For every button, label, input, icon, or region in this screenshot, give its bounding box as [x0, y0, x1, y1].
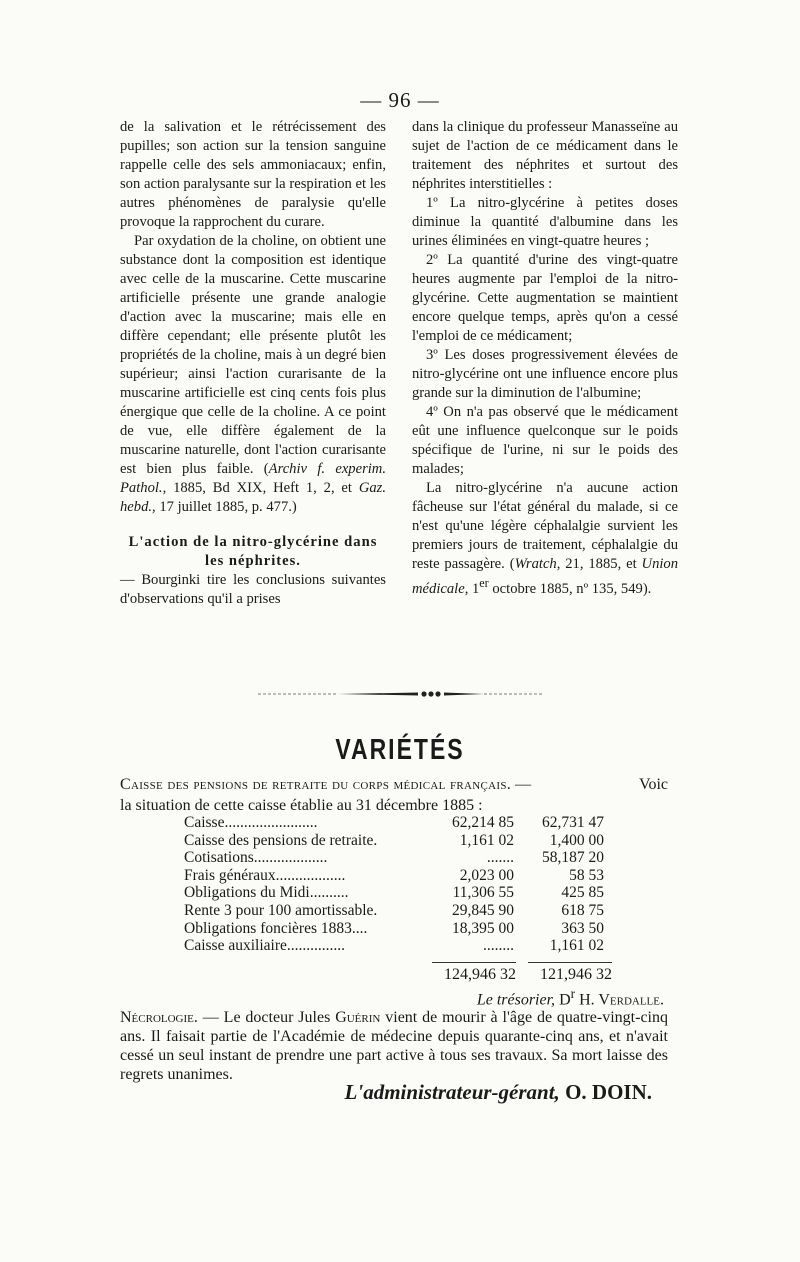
closing-paragraph	[412, 479, 678, 599]
necrologie-dash: —	[197, 1009, 224, 1026]
section-dash: —	[120, 572, 142, 588]
citation-journal: Archiv f. experim. Pathol.	[120, 461, 386, 496]
left-column	[120, 118, 386, 609]
row-amount-a: 29,845 90	[452, 901, 514, 919]
total-rule-a	[432, 962, 516, 963]
table-row	[184, 832, 604, 850]
left-paragraph-2	[120, 232, 386, 517]
signature-title: D	[559, 991, 571, 1009]
row-amount-a: 18,395 00	[452, 919, 514, 937]
admin-name: O. DOIN.	[565, 1080, 652, 1104]
row-amount-a: .......	[486, 849, 514, 867]
necrologie-paragraph	[120, 1008, 668, 1084]
table-row	[184, 884, 604, 902]
administrator-signature	[345, 1080, 652, 1105]
caisse-dash: —	[511, 776, 532, 793]
necrologie-person: Guérin	[335, 1009, 381, 1026]
section-paragraph	[120, 571, 386, 609]
section-text: Bourginki tire les conclusions suivantes d'observations qu'il a prises	[120, 572, 386, 607]
section-title: L'action de la nitro-glycérine dans les néphrites.	[128, 534, 378, 569]
necrologie-lead: Nécrologie.	[120, 1009, 198, 1026]
point-2: 2º La quantité d'urine des vingt-quatre heures augmente par l'emploi de la nitro-glycérine. Cette augmentation se maintient encore quelque temps, après qu'on a cessé l'emploi de ce médicament;	[412, 252, 678, 344]
row-amount-b: 62,731 47	[542, 814, 604, 831]
row-label: Caisse auxiliaire...............	[184, 937, 345, 955]
closing-text: La nitro-glycérine n'a aucune action fâcheuse sur l'état général du malade, si ce n'est qu'une légère céphalalgie survient les premiers jours de traitement, céphalalgie du reste passagère. (	[412, 480, 678, 572]
table-row	[184, 867, 604, 885]
varietes-heading: VARIÉTÉS	[335, 732, 465, 766]
necrologie-before-name: Le docteur Jules	[223, 1009, 336, 1026]
total-a: 124,946 32	[444, 966, 516, 983]
closing-journal-2: Union médicale	[412, 556, 679, 597]
row-label: Cotisations...................	[184, 849, 328, 867]
row-amount-b: 425 85	[561, 884, 604, 902]
table-row	[184, 937, 604, 955]
citation-journal-2: Gaz. hebd.	[120, 480, 386, 515]
row-amount-b: 1,400 00	[549, 831, 604, 849]
choline-text: Par oxydation de la choline, on obtient une substance dont la composition est identique avec celle de la muscarine. Cette muscarine artificielle présente une grande analogie d'action avec la muscarine; mais elle en diffère cependant; elle présente plutôt les propriétés de la choline, mais à un degré bien supérieur; ainsi l'action curarisante de la muscarine artificielle est cinq cents fois plus énergique que celle de la choline. A ce point de vue, elle diffère également de la muscarine naturelle, dont l'action curarisante est bien plus faible.	[120, 233, 386, 477]
point-3: 3º Les doses progressivement élevées de nitro-glycérine ont une influence encore plus grande sur la diminution de l'albumine;	[412, 347, 678, 401]
pension-fund-table	[184, 814, 604, 955]
closing-date-day: , 1	[464, 580, 480, 597]
left-paragraph-1: de la salivation et le rétrécissement des pupilles; son action sur la tension sanguine rappelle celle des sels ammoniacaux; enfin, son action paralysante sur la respiration et les autres phénomènes de paralysie qu'elle provoque la rapprochent du curare.	[120, 119, 386, 230]
row-amount-b: 363 50	[561, 919, 604, 937]
admin-role: L'administrateur-gérant,	[344, 1080, 560, 1104]
citation-rest-1: , 1885, Bd XIX, Heft 1, 2, et	[162, 480, 359, 496]
row-amount-b: 58 53	[569, 866, 604, 884]
row-amount-a: 1,161 02	[459, 831, 514, 849]
signature-title-sup: r	[570, 986, 576, 1001]
treasurer-signature	[477, 986, 664, 1009]
caisse-voic: Voic	[638, 776, 668, 793]
caisse-intro	[120, 774, 668, 816]
closing-end: octobre 1885, nº 135, 549).	[488, 580, 652, 597]
row-label: Frais généraux..................	[184, 866, 346, 884]
right-column	[412, 118, 678, 599]
page-number: — 96 —	[360, 88, 440, 112]
table-row	[184, 920, 604, 938]
row-label: Caisse........................	[184, 814, 318, 831]
row-label: Rente 3 pour 100 amortissable.	[184, 901, 378, 919]
row-amount-a: ........	[483, 937, 514, 955]
table-row	[184, 902, 604, 920]
right-intro: dans la clinique du professeur Manasseïne au sujet de l'action de ce médicament dans le traitement des néphrites et surtout des néphrites interstitielles :	[412, 119, 678, 192]
total-rule-b	[528, 962, 612, 963]
total-b: 121,946 32	[540, 966, 612, 983]
signature-name: H. Verdalle.	[579, 991, 664, 1009]
row-amount-a: 62,214 85	[452, 814, 514, 831]
row-amount-b: 1,161 02	[549, 937, 604, 955]
table-row	[184, 849, 604, 867]
row-amount-b: 58,187 20	[542, 849, 604, 867]
table-row	[184, 814, 604, 832]
point-4: 4º On n'a pas observé que le médicament eût une influence quelconque sur le poids spécifique de l'urine, ni sur le poids des malades;	[412, 404, 678, 477]
citation-rest-2: , 17 juillet 1885, p. 477.)	[152, 499, 297, 515]
ornamental-divider	[258, 691, 544, 697]
caisse-rest: la situation de cette caisse établie au 31 décembre 1885 :	[120, 797, 483, 814]
closing-date-sup: er	[479, 576, 489, 590]
citation-open: (	[263, 461, 269, 477]
row-label: Obligations foncières 1883....	[184, 919, 368, 937]
caisse-lead: Caisse des pensions de retraite du corps médical français.	[120, 776, 512, 793]
closing-journal: Wratch	[514, 556, 557, 572]
signature-role: Le trésorier,	[476, 991, 556, 1009]
row-amount-a: 2,023 00	[459, 866, 514, 884]
point-1: 1º La nitro-glycérine à petites doses diminue la quantité d'albumine dans les urines éliminées en vingt-quatre heures ;	[412, 195, 678, 249]
closing-mid: , 21, 1885, et	[556, 556, 642, 572]
row-amount-b: 618 75	[561, 901, 604, 919]
row-label: Obligations du Midi..........	[184, 884, 349, 902]
necrologie-text: vient de mourir à l'âge de quatre-vingt-cinq ans. Il faisait partie de l'Académie de médecine depuis quarante-cinq ans, et n'avait cessé un seul instant de prendre une part active à tous ses travaux. Sa mort laisse des regrets unanimes.	[120, 1009, 669, 1083]
row-amount-a: 11,306 55	[452, 884, 514, 902]
row-label: Caisse des pensions de retraite.	[184, 831, 378, 849]
